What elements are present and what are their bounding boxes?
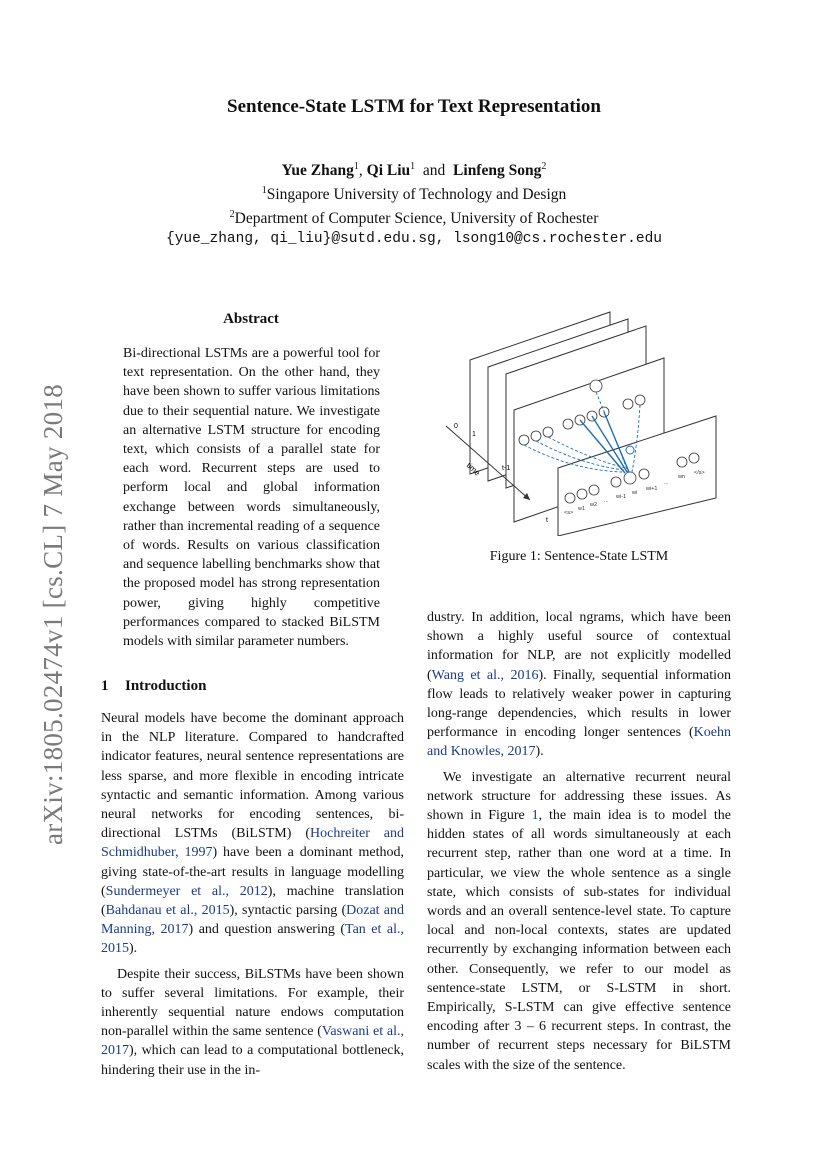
section-heading [101,678,206,695]
affiliation-1 [0,181,828,205]
text-run: ). [535,744,544,760]
word-label-w1: w1 [578,506,586,512]
step-label-0: 0 [454,423,458,430]
citation-link[interactable]: Bahdanau et al., 2015 [105,903,230,919]
intro-paragraph-3 [427,768,731,1075]
affiliation-2 [0,205,828,229]
section-title: Introduction [125,678,207,694]
text-run: We investigate an alternative recurrent neural network structure for addressing these issues. As shown in Figure [427,769,731,824]
affiliation-1-text: Singapore University of Technology and Design [266,186,567,204]
intro-paragraph-1 [101,709,404,959]
text-run: ) have been a dominant method, giving state-of-the-art results in language modelling ( [101,845,404,899]
time-axis-label: time [464,460,482,478]
citation-link[interactable]: Tan et al., 2015 [101,922,404,957]
text-run: , the main idea is to model the hidden states of all words simultaneously at each recurrent step, rather than one word at a time. In particular, we view the whole sentence as a single state, which consists of sub-states for individual words and an overall sentence-level state. To capture local and non-local contexts, states are updated recurrently by exchanging information between each other. Consequently, we refer to our model as sentence-state LSTM, or S-LSTM in short. Empirically, S-LSTM can give effective sentence encoding after 3 – 6 recurrent steps. In contrast, the number of recurrent steps necessary for BiLSTM scales with the size of the sentence. [427,808,731,1073]
affiliation-2-text: Department of Computer Science, University of Rochester [234,210,599,228]
author-2-affil: 1 [410,161,416,172]
arxiv-stamp: arXiv:1805.02474v1 [cs.CL] 7 May 2018 [38,383,68,845]
word-label-wi-1: wi-1 [616,494,627,500]
figure-caption: Figure 1: Sentence-State LSTM [489,549,669,564]
word-label-wi+1: wi+1 [646,486,658,492]
affiliation-2-marker: 2 [229,209,235,221]
step-label-1: 1 [472,431,476,438]
citation-link[interactable]: Wang et al., 2016 [431,667,539,683]
intro-paragraph-2: Despite their success, BiLSTMs have been shown to suffer several limitations. For example, their inherently sequential nature endows computation non-parallel within the same sentence (Vaswani et al., 2017), which can lead to a computational bottleneck, hindering their use in the in- [101,966,404,1078]
word-label-wn: wn [678,474,686,480]
citation-link[interactable]: Vaswani et al., 2017 [101,1024,404,1059]
author-block [0,157,828,249]
word-label-ellipsis-1: ... [604,498,609,504]
text-run: ) and question answering ( [188,922,346,938]
abstract-heading: Abstract [223,311,279,327]
figure-ref-link[interactable]: 1 [531,808,539,824]
word-label-bos: <s> [564,510,574,516]
author-3-affil: 2 [541,161,547,172]
text-run: ), which can lead to a computational bottleneck, hindering their use in the in [101,1043,404,1078]
word-label-wi: wi [632,490,638,496]
author-1-affil: 1 [353,161,359,172]
citation-link[interactable]: Hochreiter and Schmidhuber, 1997 [101,826,404,861]
word-label-ellipsis-2: ... [664,480,669,486]
right-column-body [427,608,731,1075]
abstract-text: Bi-directional LSTMs are a powerful tool for text representation. On the other hand, they have been shown to suffer various limitations due to their sequential nature. We investigate an alternative LSTM structure for encoding text, which consists of a parallel state for each word. Recurrent steps are used to perform local and global information exchange between words simultaneously, rather than incremental reading of a sequence of words. Results on various classification and sequence labelling benchmarks show that the proposed model has strong representation power, giving highly competitive performances compared to stacked BiLSTM models with similar parameter numbers. [123,346,380,650]
affiliation-1-marker: 1 [261,185,267,197]
word-label-eos: </s> [694,470,705,476]
author-names: Yue Zhang$^1$, Qi Liu$^1$ and Linfeng Song$^2$ [281,161,547,180]
citation-link[interactable]: Sundermeyer et al., 2012 [105,883,268,899]
text-run: ). [129,941,138,957]
author-2: Qi Liu [366,162,411,180]
citation-link[interactable]: Dozat and Manning, 2017 [101,903,405,938]
figure-sentence-state-lstm [432,300,732,536]
author-3: Linfeng Song [453,162,542,180]
word-label-w2: w2 [590,502,598,508]
step-label-t-1: t-1 [502,465,511,472]
text-run: ). Finally, sequential information flow leads to relatively weaker power in capturing long-range dependencies, which results in lower performance in encoding longer sentences ( [427,667,731,741]
text-run: ), machine translation ( [101,883,404,919]
citation-link[interactable]: Koehn and Knowles, 2017 [427,725,731,760]
intro-paragraph-2-continued [427,608,731,762]
text-run: ), syntactic parsing ( [229,903,347,919]
author-and: and [422,162,446,180]
text-run: Neural models have become the dominant approach in the NLP literature. Compared to handcrafted indicator features, neural sentence representations are less sparse, and more flexible in encoding intricate syntactic and semantic information. Among various neural networks for encoding sentences, bi-directional LSTMs (BiLSTM) ( [101,711,404,842]
gate-node [626,446,634,454]
left-column-body [101,709,404,1080]
section-number: 1 [101,678,109,694]
text-run: dustry. In addition, local ngrams, which have been shown a highly useful source of contextual information for NLP, are not explicitly modelled ( [427,610,731,683]
author-emails: {yue_zhang, qi_liu}@sutd.edu.sg, lsong10@cs.rochester.edu [166,231,662,248]
step-label-t: t [546,517,548,524]
author-1: Yue Zhang [281,162,354,180]
paper-title: Sentence-State LSTM for Text Representation [227,96,601,117]
text-run: Despite their success, BiLSTMs have been shown to suffer several limitations. For example, their inherently sequential nature endows computation non-parallel within the same sentence ( [101,966,404,1040]
